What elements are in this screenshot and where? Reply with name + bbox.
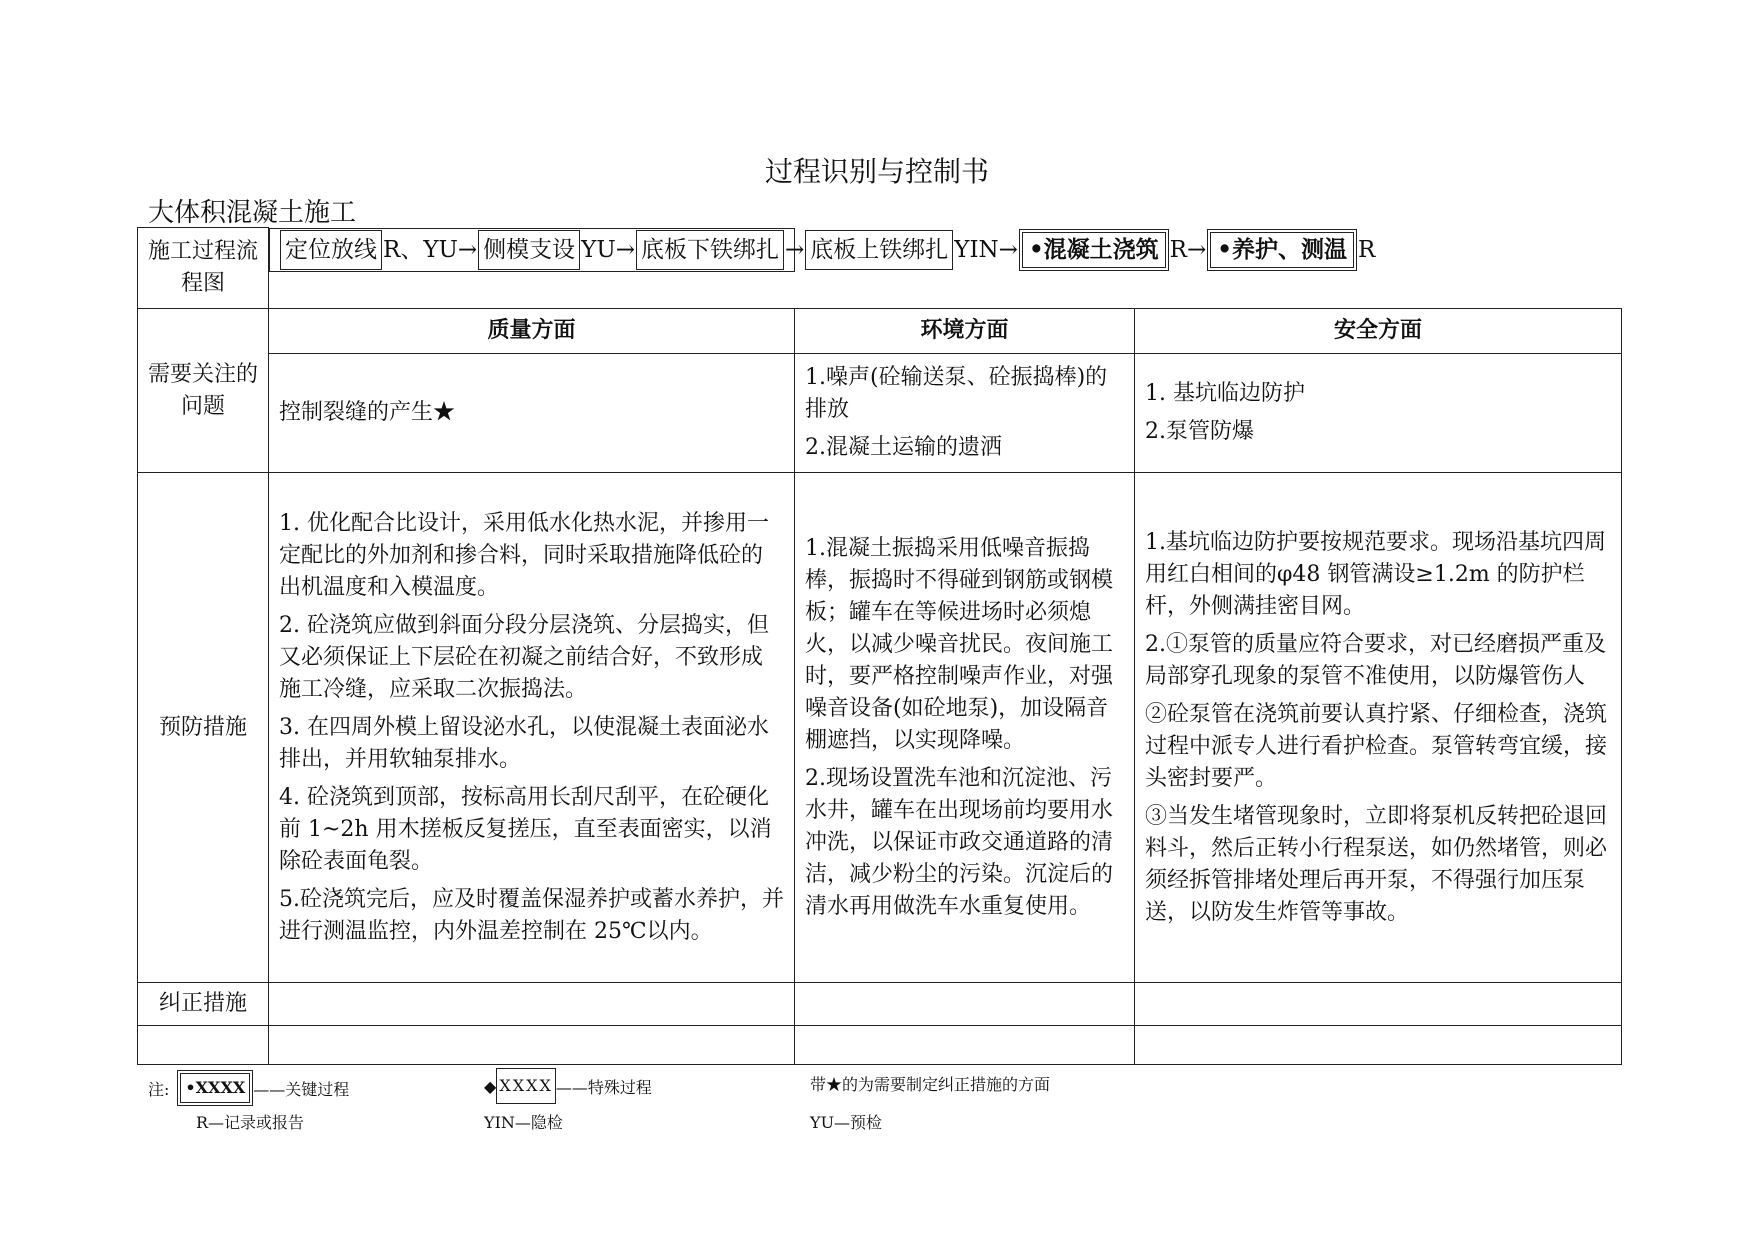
flow-chart [269,228,1376,272]
cell-paragraph: 2. 砼浇筑应做到斜面分段分层浇筑、分层捣实，但又必须保证上下层砼在初凝之前结合好，不致形成施工冷缝，应采取二次振捣法。 [279,612,769,702]
cell-paragraph: 1. 优化配合比设计，采用低水化热水泥，并掺用一定配比的外加剂和掺合料，同时采取措施降低砼的出机温度和入模温度。 [279,510,769,600]
flow-step: 侧模支设 [478,230,580,270]
empty-cell [269,1026,795,1065]
empty-cell [138,1026,269,1065]
cell-paragraph: 1.基坑临边防护要按规范要求。现场沿基坑四周用红白相间的φ48 钢管满设≥1.2m 的防护栏杆，外侧满挂密目网。 [1145,529,1606,619]
cell-paragraph: 1. 基坑临边防护 [1145,381,1305,406]
special-process-text: ——特殊过程 [555,1077,652,1097]
page-title: 过程识别与控制书 [764,155,989,188]
prevention-label: 预防措施 [138,473,269,983]
flow-step: 底板下铁绑扎 [636,230,784,270]
flow-step: •养护、测温 [1207,229,1357,271]
notes-yu [810,1110,882,1133]
header-environment: 环境方面 [795,309,1135,354]
star-note-text: 带★的为需要制定纠正措施的方面 [810,1075,1051,1094]
header-quality: 质量方面 [269,309,795,354]
notes-line-1 [148,1070,349,1106]
issues-safety [1135,354,1622,473]
flow-step: 定位放线 [280,230,382,270]
prevention-quality [269,473,795,983]
yin-note-text: YIN—隐检 [484,1113,563,1132]
flow-step: •混凝土浇筑 [1019,229,1169,271]
cell-paragraph: 2.混凝土运输的遗洒 [805,435,1002,460]
cell-paragraph: 4. 砼浇筑到顶部，按标高用长刮尺刮平，在砼硬化前 1~2h 用木搓板反复搓压，直至表面密实，以消除砼表面龟裂。 [279,784,772,874]
issues-label: 需要关注的问题 [138,309,269,473]
flow-step: 底板上铁绑扎 [805,230,953,270]
flow-connector: R、YU→ [383,236,478,263]
cell-paragraph: 2.现场设置洗车池和沉淀池、污水井，罐车在出现场前均要用水冲洗，以保证市政交通道路的清洁，减少粉尘的污染。沉淀后的清水再用做洗车水重复使用。 [805,765,1114,919]
notes-special [484,1068,652,1104]
flow-connector: YU→ [581,236,635,263]
flow-connector: R [1357,236,1376,263]
flow-label: 施工过程流程图 [138,228,269,309]
flow-steps [270,229,1376,271]
cell-paragraph: 控制裂缝的产生★ [279,400,456,425]
document-subtitle: 大体积混凝土施工 [148,198,357,228]
issues-quality [269,354,795,473]
correction-label: 纠正措施 [138,983,269,1026]
flow-connector: R→ [1169,236,1207,263]
header-safety: 安全方面 [1135,309,1622,354]
flow-connector: YIN→ [954,236,1018,263]
notes-star [810,1072,1050,1095]
flow-connector: → [785,236,805,263]
r-note-text: R—记录或报告 [196,1113,305,1132]
flow-row [138,228,1622,309]
correction-environment [795,983,1135,1026]
process-control-table [137,227,1622,1065]
issues-environment [795,354,1135,473]
cell-paragraph: 1.混凝土振捣采用低噪音振捣棒，振捣时不得碰到钢筋或钢模板；罐车在等候进场时必须熄火，以减少噪音扰民。夜间施工时，要严格控制噪声作业，对强噪音设备(如砼地泵)，加设隔音棚遮挡，以实现降噪。 [805,535,1114,753]
cell-paragraph: ③当发生堵管现象时，立即将泵机反转把砼退回料斗，然后正转小行程泵送，如仍然堵管，则必须经拆管排堵处理后再开泵，不得强行加压泵送，以防发生炸管等事故。 [1145,803,1608,925]
cell-paragraph: 2.泵管防爆 [1145,419,1254,444]
correction-row [138,983,1622,1026]
cell-paragraph: 1.噪声(砼输送泵、砼振捣棒)的排放 [805,365,1108,422]
notes-yin [484,1110,563,1133]
prevention-environment [795,473,1135,983]
prevention-row [138,473,1622,983]
prevention-safety [1135,473,1622,983]
empty-cell [1135,1026,1622,1065]
correction-safety [1135,983,1622,1026]
header-row [138,309,1622,354]
notes-prefix: 注: [148,1079,170,1099]
cell-paragraph: 3. 在四周外模上留设泌水孔，以使混凝土表面泌水排出，并用软轴泵排水。 [279,714,769,772]
cell-paragraph: 5.砼浇筑完后，应及时覆盖保湿养护或蓄水养护，并进行测温监控，内外温差控制在 25℃以内。 [279,886,784,944]
notes-r [196,1110,304,1133]
cell-paragraph: 2.①泵管的质量应符合要求，对已经磨损严重及局部穿孔现象的泵管不准使用，以防爆管伤人 [1145,631,1606,689]
diamond-icon: ◆ [484,1076,497,1096]
issues-row [138,354,1622,473]
yu-note-text: YU—预检 [810,1113,883,1132]
key-process-symbol: •XXXX [177,1070,253,1106]
cell-paragraph: ②砼泵管在浇筑前要认真拧紧、仔细检查，浇筑过程中派专人进行看护检查。泵管转弯宜缓，接头密封要严。 [1145,701,1608,791]
key-process-text: ——关键过程 [253,1079,350,1099]
correction-quality [269,983,795,1026]
empty-cell [795,1026,1135,1065]
empty-row [138,1026,1622,1065]
special-process-symbol: XXXX [496,1068,556,1104]
